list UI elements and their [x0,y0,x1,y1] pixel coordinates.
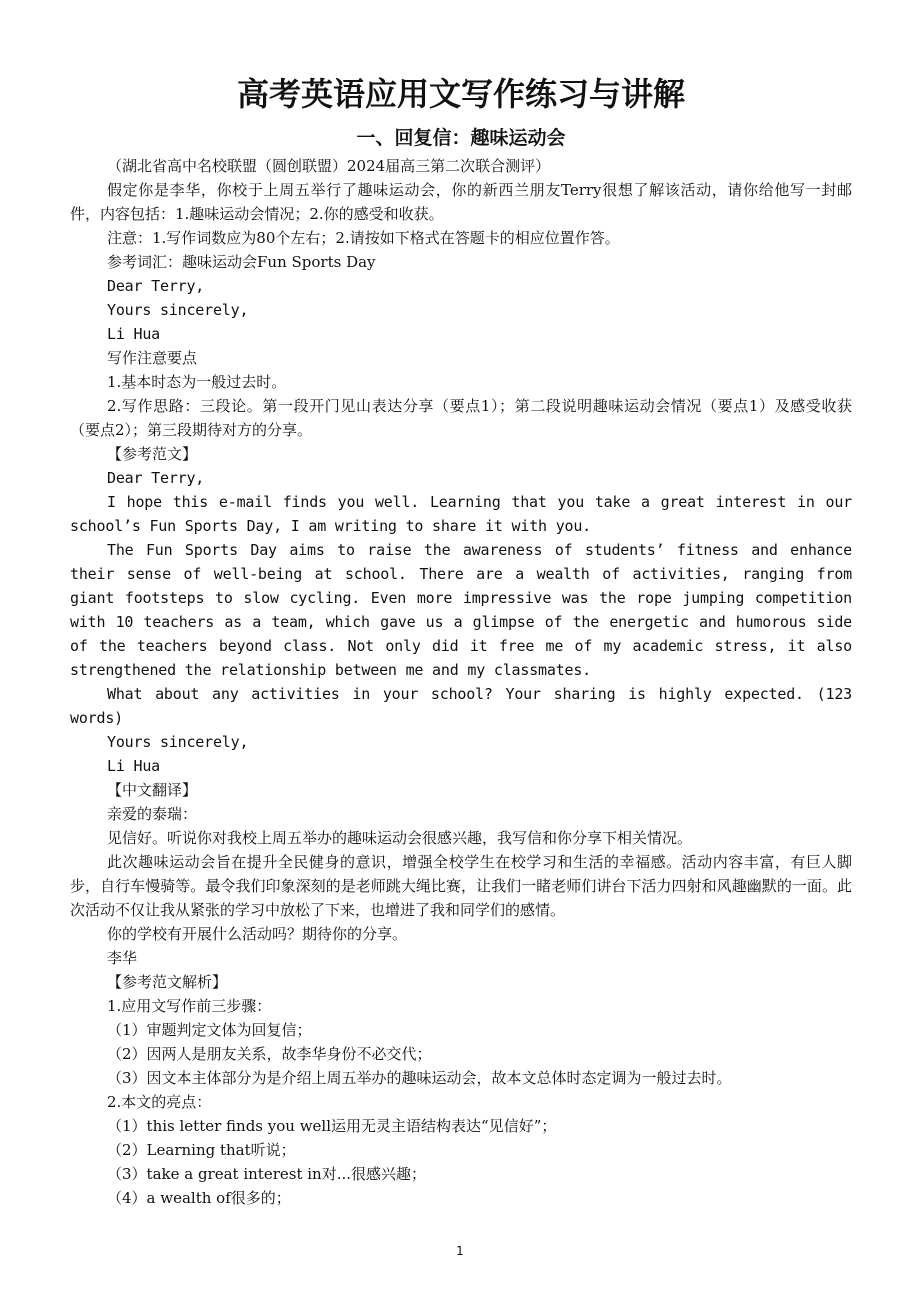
document-title: 高考英语应用文写作练习与讲解 [236,75,685,113]
analysis-heading: 【参考范文解析】 [107,973,228,991]
task-notes: 注意：1.写作词数应为80个左右；2.请按如下格式在答题卡的相应位置作答。 [107,229,620,247]
translation-paragraph-3: 你的学校有开展什么活动吗？期待你的分享。 [107,925,408,943]
page-number: 1 [456,1244,464,1258]
essay-greeting: Dear Terry, [107,469,205,487]
writing-tip-2: 2.写作思路：三段论。第一段开门见山表达分享（要点1）；第二段说明趣味运动会情况（要点1）及感受收获（要点2）；第三段期待对方的分享。 [70,397,852,439]
analysis-item-2-3: （3）take a great interest in对...很感兴趣； [107,1165,427,1183]
analysis-item-2-4: （4）a wealth of很多的； [107,1189,291,1207]
format-greeting: Dear Terry, [107,277,205,295]
translation-paragraph-2: 此次趣味运动会旨在提升全民健身的意识，增强全校学生在校学习和生活的幸福感。活动内容丰富，有巨人脚步，自行车慢骑等。最令我们印象深刻的是老师跳大绳比赛，让我们一睹老师们讲台下活力四射和风趣幽默的一面。此次活动不仅让我从紧张的学习中放松了下来，也增进了我和同学们的感情。 [70,853,852,919]
analysis-item-1-1: （1）审题判定文体为回复信； [107,1021,312,1039]
translation-paragraph-1: 见信好。听说你对我校上周五举办的趣味运动会很感兴趣，我写信和你分享下相关情况。 [107,829,693,847]
task-prompt: 假定你是李华，你校于上周五举行了趣味运动会，你的新西兰朋友Terry很想了解该活动，请你给他写一封邮件，内容包括：1.趣味运动会情况；2.你的感受和收获。 [70,181,852,223]
analysis-item-1-3: （3）因文本主体部分为是介绍上周五举办的趣味运动会，故本文总体时态定调为一般过去时。 [107,1069,732,1087]
essay-paragraph-1: I hope this e-mail finds you well. Learning that you take a great interest in our school’s Fun Sports Day, I am writing to share it with you. [70,493,852,535]
translation-heading: 【中文翻译】 [107,781,198,799]
essay-signature: Li Hua [107,757,160,775]
format-signature: Li Hua [107,325,160,343]
writing-tips-heading: 写作注意要点 [107,349,198,367]
section-title: 一、回复信：趣味运动会 [356,127,566,149]
writing-tip-1: 1.基本时态为一般过去时。 [107,373,287,391]
essay-paragraph-2: The Fun Sports Day aims to raise the awareness of students’ fitness and enhance their sense of well-being at school. There are a wealth of activities, ranging from giant footsteps to slow cycling. Even more impressive was the rope jumping competition with 10 teachers as a team, which gave us a glimpse of the energetic and humorous side of the teachers beyond class. Not only did it free me of my academic stress, it also strengthened the relationship between me and my classmates. [70,541,852,679]
vocab-hint: 参考词汇：趣味运动会Fun Sports Day [107,253,376,271]
analysis-item-1: 1.应用文写作前三步骤： [107,997,272,1015]
essay-closing: Yours sincerely, [107,733,249,751]
analysis-item-2: 2.本文的亮点： [107,1093,212,1111]
analysis-item-1-2: （2）因两人是朋友关系，故李华身份不必交代； [107,1045,432,1063]
document-body [70,154,852,1210]
translation-greeting: 亲爱的泰瑞： [107,805,198,823]
analysis-item-2-2: （2）Learning that听说； [107,1141,296,1159]
format-closing: Yours sincerely, [107,301,249,319]
essay-paragraph-3: What about any activities in your school? Your sharing is highly expected. (123 words) [70,685,852,727]
source-line: （湖北省高中名校联盟（圆创联盟）2024届高三第二次联合测评） [107,157,551,175]
translation-signature: 李华 [107,949,138,967]
document-page [70,72,852,1210]
analysis-item-2-1: （1）this letter finds you well运用无灵主语结构表达“见信好”； [107,1117,557,1135]
sample-essay-heading: 【参考范文】 [107,445,198,463]
